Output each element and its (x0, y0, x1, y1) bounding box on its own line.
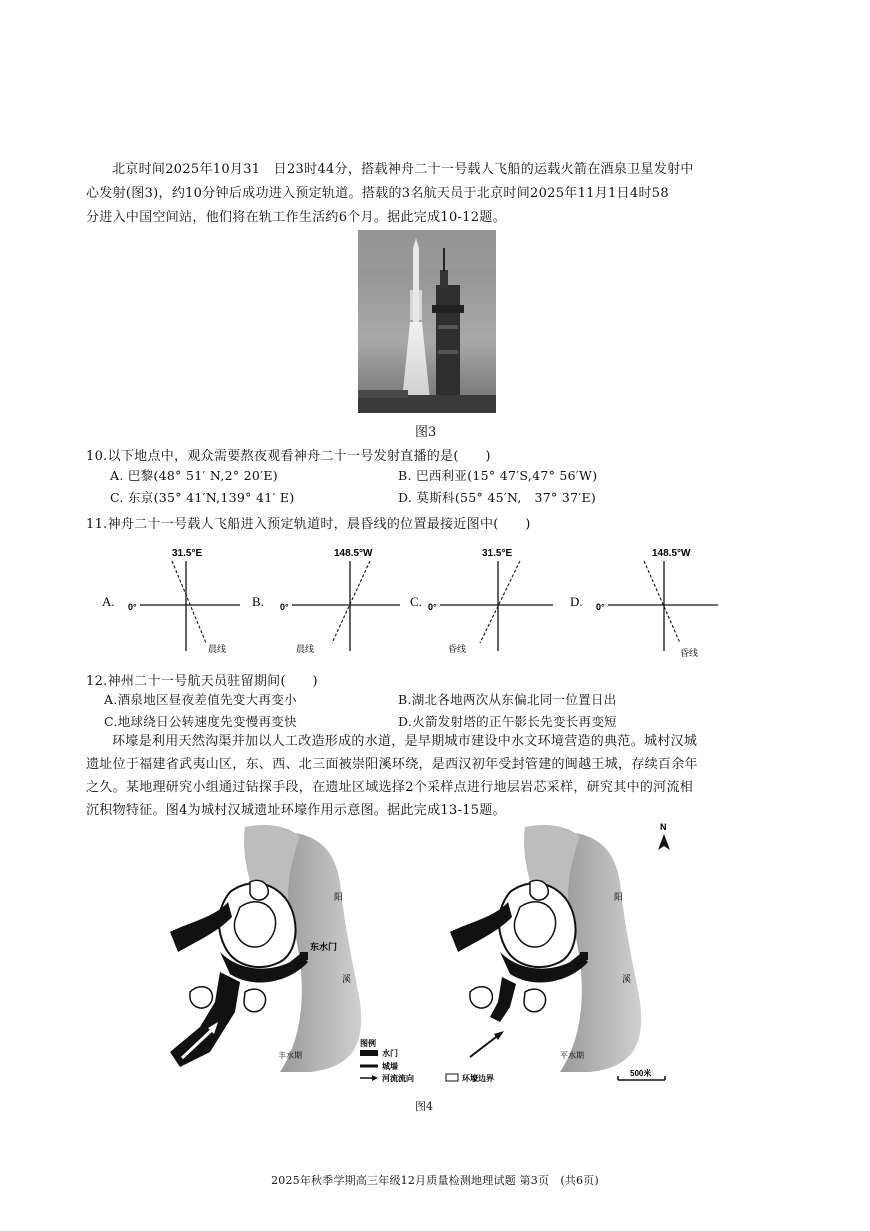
q10-option-d: D. 莫斯科(55° 45′N, 37° 37′E) (398, 490, 597, 505)
diagram-b-letter: B. (252, 594, 264, 609)
diagram-c-meridian-label: 31.5°E (482, 548, 513, 559)
q10-option-a: A. 巴黎(48° 51′ N,2° 20′E) (110, 468, 278, 483)
river-char-left-2: 溪 (342, 974, 352, 984)
intro2-line-1: 环壕是利用天然沟渠并加以人工改造形成的水道，是早期城市建设中水文环境营造的典范。城村汉城 (112, 734, 698, 749)
legend-title: 图例 (360, 1039, 376, 1048)
q10-option-b: B. 巴西利亚(15° 47′S,47° 56′W) (398, 468, 598, 483)
figure4-caption: 图4 (415, 1100, 433, 1113)
legend-flow: 河流流向 (382, 1074, 414, 1083)
q12-option-a: A.酒泉地区昼夜差值先变大再变小 (104, 692, 297, 707)
diagram-b-equator-label: 0° (280, 602, 289, 612)
normal-season-map (450, 825, 641, 1072)
terminator-diagram-a (100, 543, 250, 663)
river-char-right-2: 溪 (622, 974, 632, 984)
east-gate-label: 东水门 (310, 942, 338, 952)
intro-line-1: 北京时间2025年10月31 日23时44分，搭载神舟二十一号载人飞船的运载火箭在酒泉卫星发射中 (112, 162, 694, 177)
diagram-d-line-label: 昏线 (680, 648, 699, 658)
diagram-b-line-label: 晨线 (296, 644, 315, 654)
normal-season-label: 平水期 (560, 1051, 584, 1060)
north-label: N (660, 822, 667, 832)
rocket-launch-photo (358, 230, 496, 413)
diagram-b-meridian-label: 148.5°W (334, 548, 373, 559)
q10-option-c: C. 东京(35° 41′N,139° 41′ E) (110, 490, 295, 505)
q12-option-b: B.湖北各地两次从东偏北同一位置日出 (398, 692, 617, 707)
q11-stem: 11.神舟二十一号载人飞船进入预定轨道时，晨昏线的位置最接近图中( ) (86, 517, 531, 532)
figure3-caption: 图3 (415, 425, 437, 440)
river-char-right-1: 阳 (614, 892, 624, 902)
terminator-diagram-d (568, 543, 728, 663)
intro-line-3: 分进入中国空间站，他们将在轨工作生活约6个月。据此完成10-12题。 (86, 210, 506, 225)
q12-stem: 12.神州二十一号航天员驻留期间( ) (86, 674, 318, 689)
intro2-line-2: 遗址位于福建省武夷山区，东、西、北三面被崇阳溪环绕，是西汉初年受封管建的闽越王城，存续百余年 (86, 757, 698, 772)
intro2-line-4: 沉积物特征。图4为城村汉城遗址环壕作用示意图。据此完成13-15题。 (86, 803, 506, 818)
diagram-a-meridian-label: 31.5°E (172, 548, 203, 559)
intro-line-2: 心发射(图3)，约10分钟后成功进入预定轨道。搭载的3名航天员于北京时间2025年11月1日4时58 (86, 186, 669, 201)
diagram-c-letter: C. (410, 594, 422, 609)
terminator-diagram-c (408, 543, 558, 663)
wet-season-label: 丰水期 (278, 1051, 302, 1060)
scale-bar (618, 1068, 665, 1080)
legend-gate: 水门 (382, 1049, 398, 1058)
q10-stem: 10.以下地点中，观众需要熬夜观看神舟二十一号发射直播的是( ) (86, 449, 491, 464)
river-char-left-1: 阳 (334, 892, 344, 902)
north-arrow-icon (658, 822, 670, 850)
diagram-a-equator-label: 0° (128, 602, 137, 612)
legend-wall: 城墙 (382, 1062, 398, 1071)
diagram-a-line-label: 晨线 (208, 644, 227, 654)
legend-moat: 环壕边界 (462, 1074, 494, 1083)
diagram-a-letter: A. (102, 594, 115, 609)
diagram-d-meridian-label: 148.5°W (652, 548, 691, 559)
diagram-d-letter: D. (570, 594, 583, 609)
page-footer: 2025年秋季学期高三年级12月质量检测地理试题 第3页 (共6页) (271, 1174, 599, 1187)
figure4-legend (360, 1038, 494, 1083)
legend-gate-swatch (360, 1050, 378, 1056)
diagram-c-line-label: 昏线 (448, 644, 467, 654)
diagram-d-equator-label: 0° (596, 602, 605, 612)
intro2-line-3: 之久。某地理研究小组通过钻探手段，在遗址区域选择2个采样点进行地层岩芯采样，研究其中的河流相 (86, 780, 694, 795)
q12-option-d: D.火箭发射塔的正午影长先变长再变短 (398, 714, 617, 729)
terminator-diagram-b (250, 543, 410, 663)
wet-season-map (170, 825, 361, 1072)
legend-moat-swatch (446, 1074, 458, 1081)
q12-option-c: C.地球绕日公转速度先变慢再变快 (104, 714, 297, 729)
scale-label: 500米 (630, 1069, 652, 1078)
diagram-c-equator-label: 0° (428, 602, 437, 612)
figure4-moat-maps (160, 822, 700, 1092)
